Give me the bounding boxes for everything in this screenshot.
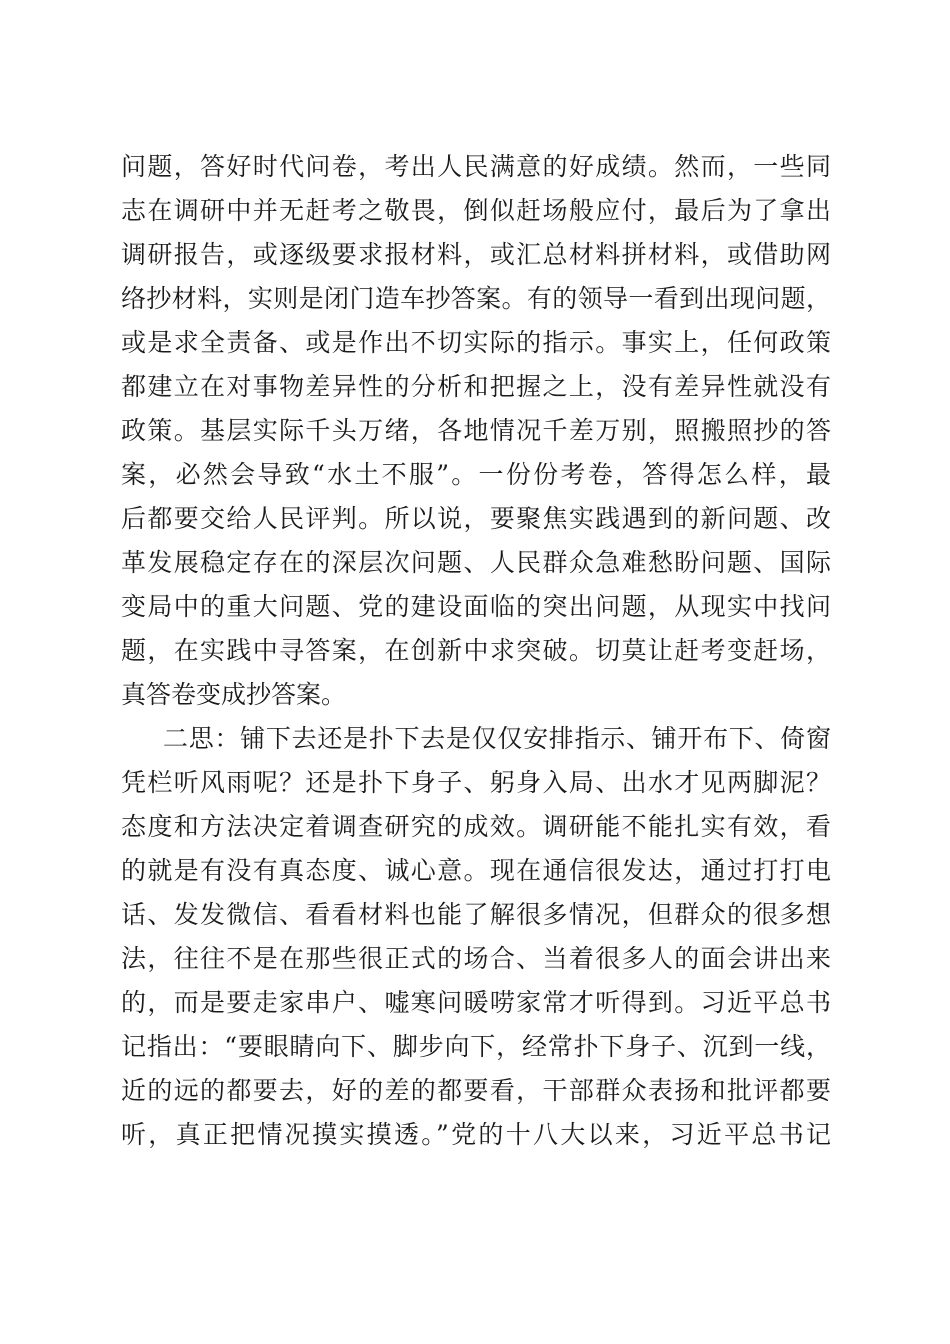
text-line: 的，而是要走家串户、嘘寒问暖唠家常才听得到。习近平总书 [121, 988, 831, 1017]
text-line: 凭栏听风雨呢？还是扑下身子、躬身入局、出水才见两脚泥？ [121, 768, 831, 797]
document-body [121, 145, 831, 1157]
text-line: 的就是有没有真态度、诚心意。现在通信很发达，通过打打电 [121, 856, 831, 885]
text-line: 话、发发微信、看看材料也能了解很多情况，但群众的很多想 [121, 900, 831, 929]
paragraph-1 [121, 145, 831, 717]
text-line: 政策。基层实际千头万绪，各地情况千差万别，照搬照抄的答 [121, 416, 831, 445]
text-line: 法，往往不是在那些很正式的场合、当着很多人的面会讲出来 [121, 944, 831, 973]
text-line: 志在调研中并无赶考之敬畏，倒似赶场般应付，最后为了拿出 [121, 196, 831, 225]
paragraph-2 [121, 717, 831, 1157]
text-line: 二思：铺下去还是扑下去是仅仅安排指示、铺开布下、倚窗 [163, 724, 831, 753]
text-line: 络抄材料，实则是闭门造车抄答案。有的领导一看到出现问题， [121, 284, 831, 313]
text-line: 或是求全责备、或是作出不切实际的指示。事实上，任何政策 [121, 328, 831, 357]
text-line: 调研报告，或逐级要求报材料，或汇总材料拼材料，或借助网 [121, 240, 831, 269]
text-line: 变局中的重大问题、党的建设面临的突出问题，从现实中找问 [121, 592, 831, 621]
text-line: 案，必然会导致“水土不服”。一份份考卷，答得怎么样，最 [121, 460, 831, 489]
text-line: 态度和方法决定着调查研究的成效。调研能不能扎实有效，看 [121, 812, 831, 841]
text-line: 听，真正把情况摸实摸透。”党的十八大以来，习近平总书记 [121, 1120, 831, 1149]
text-line: 近的远的都要去，好的差的都要看，干部群众表扬和批评都要 [121, 1076, 831, 1105]
text-line: 记指出：“要眼睛向下、脚步向下，经常扑下身子、沉到一线， [121, 1032, 831, 1061]
text-line: 问题，答好时代问卷，考出人民满意的好成绩。然而，一些同 [121, 152, 831, 181]
text-line: 真答卷变成抄答案。 [121, 680, 347, 709]
text-line: 革发展稳定存在的深层次问题、人民群众急难愁盼问题、国际 [121, 548, 831, 577]
text-line: 后都要交给人民评判。所以说，要聚焦实践遇到的新问题、改 [121, 504, 831, 533]
text-line: 都建立在对事物差异性的分析和把握之上，没有差异性就没有 [121, 372, 831, 401]
text-line: 题，在实践中寻答案，在创新中求突破。切莫让赶考变赶场， [121, 636, 831, 665]
